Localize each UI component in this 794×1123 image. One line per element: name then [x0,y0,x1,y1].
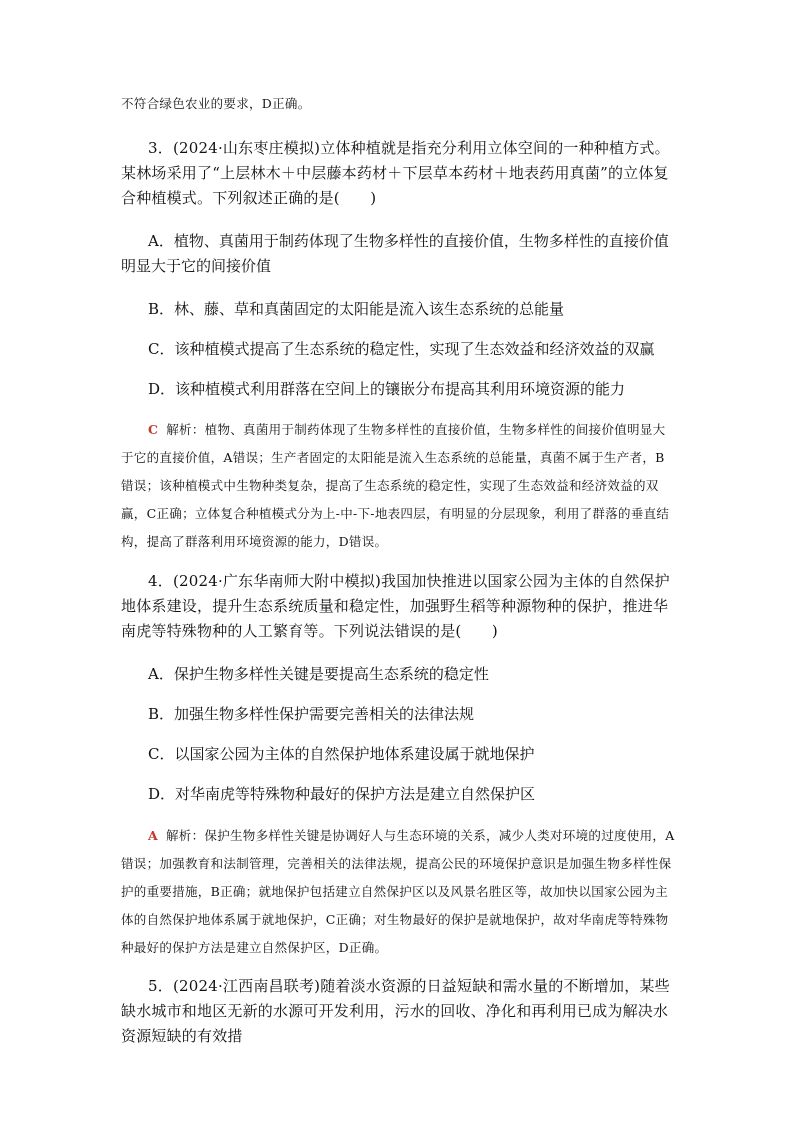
question-3-stem: 3．(2024·山东枣庄模拟)立体种植就是指充分利用立体空间的一种种植方式。某林场采用了“上层林木＋中层藤本药材＋下层草本药材＋地表药用真菌”的立体复合种植模式。下列叙述正确的是( ) [121,139,670,207]
question-4-answer-key: A [148,828,158,843]
question-3-analysis [121,416,676,556]
question-4-analysis-text: 解析：保护生物多样性关键是协调好人与生态环境的关系，减少人类对环境的过度使用，A错误；加强教育和法制管理，完善相关的法律法规，提高公民的环境保护意识是加强生物多样性保护的重要措施，B正确；就地保护包括建立自然保护区以及风景名胜区等，故加快以国家公园为主体的自然保护地体系属于就地保护，C正确；对生物最好的保护是就地保护，故对华南虎等特殊物种最好的保护方法是建立自然保护区，D正确。 [121,828,675,955]
question-3-answer-key: C [148,422,159,437]
question-4-option-b: B．加强生物多样性保护需要完善相关的法律法规 [148,705,475,723]
question-4-analysis [121,822,676,962]
question-3-option-b: B．林、藤、草和真菌固定的太阳能是流入该生态系统的总能量 [148,300,565,318]
question-4-option-c: C．以国家公园为主体的自然保护地体系建设属于就地保护 [148,745,535,763]
question-3-option-a: A．植物、真菌用于制药体现了生物多样性的直接价值，生物多样性的直接价值明显大于它的间接价值 [121,232,669,275]
question-3-option-d: D．该种植模式利用群落在空间上的镶嵌分布提高其利用环境资源的能力 [148,380,626,398]
question-3-option-c: C．该种植模式提高了生态系统的稳定性，实现了生态效益和经济效益的双赢 [148,340,655,358]
question-3-analysis-text: 解析：植物、真菌用于制药体现了生物多样性的直接价值，生物多样性的间接价值明显大于它的直接价值，A错误；生产者固定的太阳能是流入生态系统的总能量，真菌不属于生产者，B错误；该种植模式中生物种类复杂，提高了生态系统的稳定性，实现了生态效益和经济效益的双赢，C正确；立体复合种植模式分为上-中-下-地表四层，有明显的分层现象，利用了群落的垂直结构，提高了群落利用环境资源的能力，D错误。 [121,422,670,549]
question-4-stem: 4．(2024·广东华南师大附中模拟)我国加快推进以国家公园为主体的自然保护地体系建设，提升生态系统质量和稳定性，加强野生稻等种源物种的保护，推进华南虎等特殊物种的人工繁育等。下列说法错误的是( ) [121,572,670,640]
question-4-option-a: A．保护生物多样性关键是要提高生态系统的稳定性 [148,665,489,683]
question-4-option-d: D．对华南虎等特殊物种最好的保护方法是建立自然保护区 [148,785,536,803]
previous-answer-tail: 不符合绿色农业的要求，D正确。 [121,96,311,111]
question-5-stem: 5．(2024·江西南昌联考)随着淡水资源的日益短缺和需水量的不断增加，某些缺水城市和地区无新的水源可开发利用，污水的回收、净化和再利用已成为解决水资源短缺的有效措 [121,977,670,1045]
